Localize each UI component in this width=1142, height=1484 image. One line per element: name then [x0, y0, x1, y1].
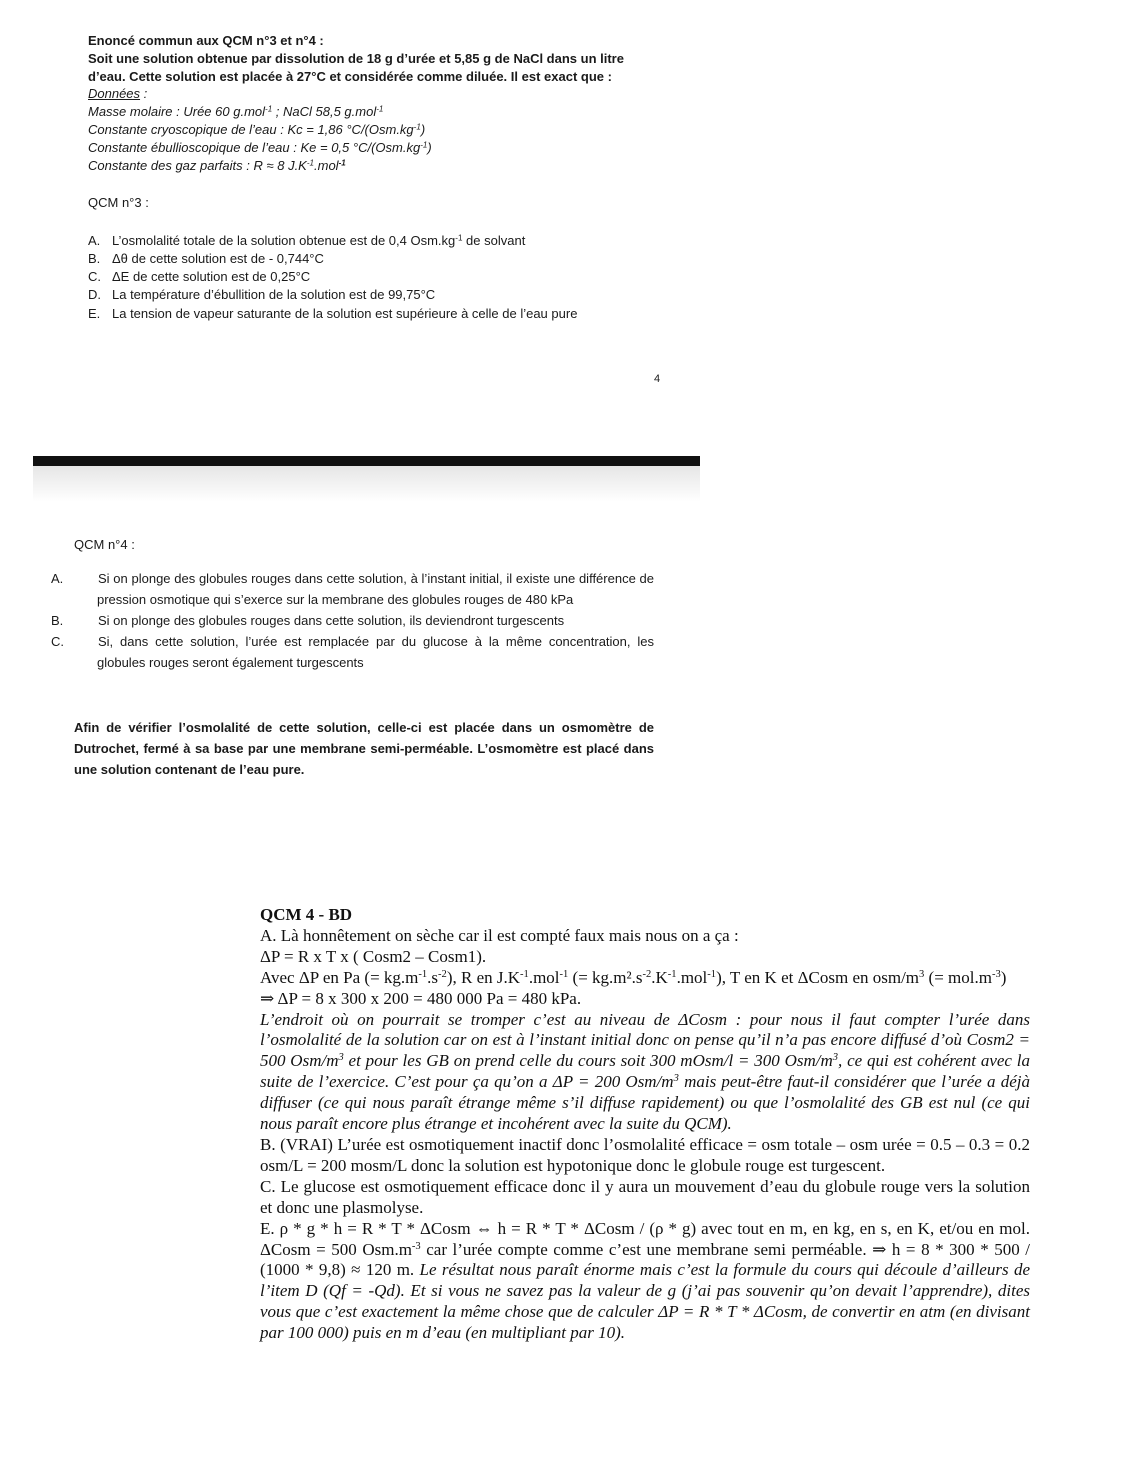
- donnee-constante-gaz-parfaits: Constante des gaz parfaits : R ≈ 8 $J.K^{-1}.mol^{-1}$: [88, 158, 346, 173]
- qcm3-item-c: C. ΔE de cette solution est de 0,25°C: [88, 269, 311, 284]
- qcm4-item-b: B. Si on plonge des globules rouges dans cette solution, ils deviendront turgescents: [51, 613, 565, 628]
- qcm4-items: [51, 568, 654, 673]
- correction-b: B. (VRAI) L’urée est osmotiquement inactif donc l’osmolalité efficace = osm totale – osm urée = 0.5 – 0.3 = 0.2 osm/L = 200 mosm/L donc la solution est hypotonique donc le globule rouge est turgescent.: [260, 1134, 1030, 1175]
- enonce-intro-line-2: d’eau. Cette solution est placée à 27°C et considérée comme diluée. Il est exact que :: [88, 69, 612, 84]
- donnee-constante-ebullioscopique: Constante ébullioscopique de l’eau : Ke = 0,5 $^\circ C/(Osm.kg^{-1})$: [88, 140, 432, 155]
- qcm4-item-c: C. Si, dans cette solution, l’urée est remplacée par du glucose à la même concentration, les globules rouges seront également turgescents: [51, 634, 654, 670]
- qcm3-item-e: E. La tension de vapeur saturante de la solution est supérieure à celle de l’eau pure: [88, 306, 578, 321]
- donnee-masse-molaire: Masse molaire : Urée 60 g.mol$^{-1}$ ; NaCl 58,5 g.mol$^{-1}$: [88, 104, 384, 119]
- qcm3-item-d: D. La température d’ébullition de la solution est de 99,75°C: [88, 287, 436, 302]
- qcm3-item-a: A. L’osmolalité totale de la solution obtenue est de 0,4 $Osm.kg^{-1}$ de solvant: [88, 233, 526, 248]
- page-number: 4: [654, 373, 661, 385]
- enonce-intro-line-1: Soit une solution obtenue par dissolution de 18 g d’urée et 5,85 g de NaCl dans un litre: [88, 51, 624, 66]
- correction-a-calculation: ⇒ ΔP = 8 x 300 x 200 = 480 000 Pa = 480 kPa.: [260, 988, 582, 1008]
- correction-block: [260, 905, 1030, 1344]
- correction-title: QCM 4 - BD: [260, 905, 353, 924]
- correction-a-intro: A. Là honnêtement on sèche car il est compté faux mais nous on a ça :: [260, 925, 739, 945]
- donnees-colon: :: [140, 86, 148, 101]
- correction-e: E. ρ * g * h = R * T * ΔCosm ⇔ h = R * T * ΔCosm / (ρ * g) avec tout en m, en kg, en s, en K, et/ou en mol. ΔCosm = 500 $Osm.m^{-3}$ car l’urée compte comme c’est une membrane semi perméable. ⇒ h = 8 * 300 * 500 / (1000 * 9,8) ≈ 120 m. Le résultat nous paraît énorme mais c’est la formule du cours qui découle d’ailleurs de l’item D (Qf = -Qd). Et si vous ne savez pas la valeur de g (j’ai pas souvenir qu’on devait l’apprendre), dites vous que c’est exactement la même chose que de calculer ΔP = R * T * ΔCosm, de convertir en atm (en divisant par 100 000) puis en m d’eau (en multipliant par 10).: [260, 1218, 1030, 1343]
- page-divider: [33, 456, 700, 466]
- qcm4-title: QCM n°4 :: [74, 537, 135, 552]
- correction-a-formula: ΔP = R x T x ( Cosm2 – Cosm1).: [260, 946, 487, 966]
- donnees-heading: [88, 86, 147, 101]
- donnee-constante-cryoscopique: Constante cryoscopique de l’eau : Kc = 1,86 $^\circ C/(Osm.kg^{-1})$: [88, 122, 426, 137]
- osmometre-paragraph: Afin de vérifier l’osmolalité de cette solution, celle-ci est placée dans un osmomètre de Dutrochet, fermé à sa base par une membrane semi-perméable. L’osmomètre est placé dans une solution contenant de l’eau pure.: [74, 720, 654, 777]
- correction-a-comment: L’endroit où on pourrait se tromper c’est au niveau de ΔCosm : pour nous il faut compter l’urée dans l’osmolalité de la solution car on est à l’instant initial donc on pense qu’il n’a pas encore diffusé d’où Cosm2 = 500 Osm/$m^3$ et pour les GB on prend celle du cours soit 300 mOsm/l = 300 Osm/$m^3$, ce qui est cohérent avec la suite de l’exercice. C’est pour ça qu’on a ΔP = 200 Osm/$m^3$ mais peut-être faut-il considérer que l’urée a déjà diffuser (ce qui nous paraît étrange même s’il diffuse rapidement) ou que l’osmolalité des GB est nul (ce qui nous paraît encore plus étrange et incohérent avec la suite du QCM).: [260, 1009, 1030, 1134]
- correction-a-units: Avec ΔP en Pa (= $kg.m^{-1}.s^{-2}$), R en $J.K^{-1}.mol^{-1}$ (= $kg.m^2.s^{-2}.K^{-1}.mol^{-1}$), T en K et ΔCosm en osm/$m^3$ (= $mol.m^{-3}$): [260, 967, 1007, 987]
- correction-c: C. Le glucose est osmotiquement efficace donc il y aura un mouvement d’eau du globule rouge vers la solution et donc une plasmolyse.: [260, 1176, 1030, 1217]
- donnees-label: Données: [88, 86, 141, 101]
- enonce-title: Enoncé commun aux QCM n°3 et n°4 :: [88, 33, 324, 48]
- qcm3-title: QCM n°3 :: [88, 195, 149, 210]
- page-divider-shadow: [33, 466, 700, 502]
- qcm3-item-b: B. Δθ de cette solution est de - 0,744°C: [88, 251, 324, 266]
- qcm4-item-a: A. Si on plonge des globules rouges dans cette solution, à l’instant initial, il existe une différence de pression osmotique qui s’exerce sur la membrane des globules rouges de 480 kPa: [51, 571, 654, 607]
